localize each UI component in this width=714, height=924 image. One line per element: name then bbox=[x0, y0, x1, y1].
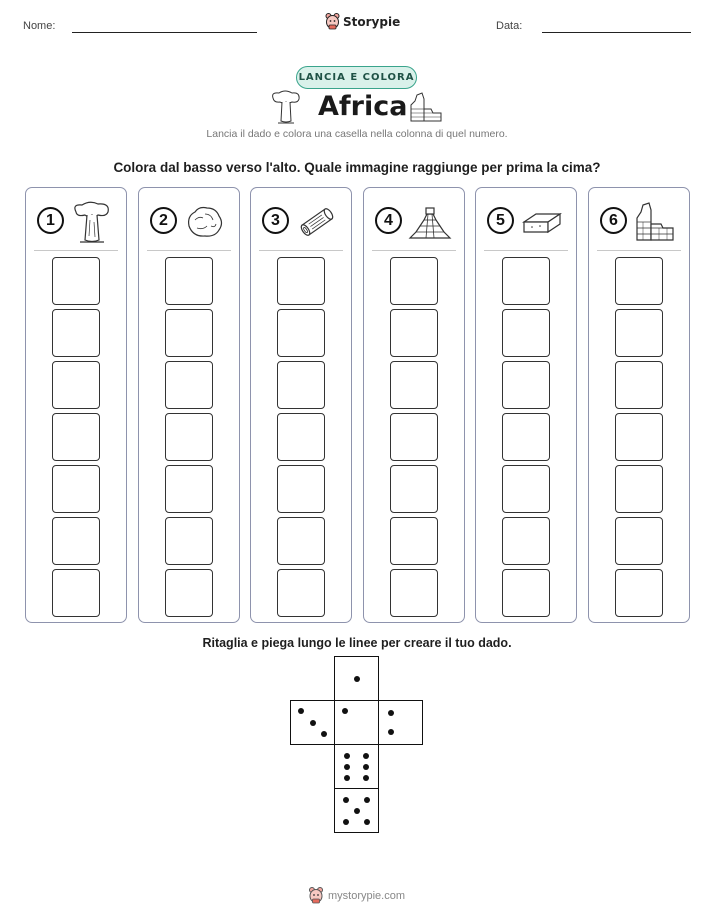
die-face-left bbox=[290, 700, 335, 745]
die-pip bbox=[321, 731, 327, 737]
color-box[interactable] bbox=[615, 309, 663, 357]
storypie-mascot-icon bbox=[325, 13, 340, 30]
color-box[interactable] bbox=[502, 413, 550, 461]
die-pip bbox=[298, 708, 304, 714]
column-number: 2 bbox=[150, 207, 177, 234]
column-6 bbox=[588, 187, 690, 623]
die-pip bbox=[363, 775, 369, 781]
color-box[interactable] bbox=[615, 517, 663, 565]
die-face-center bbox=[334, 700, 379, 745]
die-pip bbox=[310, 720, 316, 726]
color-box[interactable] bbox=[52, 517, 100, 565]
color-box[interactable] bbox=[165, 257, 213, 305]
die-face-top bbox=[334, 656, 379, 701]
scroll-icon bbox=[295, 200, 339, 244]
name-label: Nome: bbox=[23, 20, 56, 32]
column-divider bbox=[597, 250, 681, 251]
column-number: 4 bbox=[375, 207, 402, 234]
color-box[interactable] bbox=[52, 309, 100, 357]
color-box[interactable] bbox=[390, 465, 438, 513]
die-pip bbox=[343, 819, 349, 825]
storypie-mascot-icon bbox=[308, 887, 324, 904]
color-box[interactable] bbox=[615, 257, 663, 305]
column-divider bbox=[147, 250, 231, 251]
die-pip bbox=[354, 676, 360, 682]
color-box[interactable] bbox=[277, 517, 325, 565]
color-box[interactable] bbox=[615, 413, 663, 461]
date-label: Data: bbox=[496, 20, 523, 32]
brick-icon bbox=[520, 200, 564, 244]
color-box[interactable] bbox=[502, 361, 550, 409]
color-box[interactable] bbox=[165, 517, 213, 565]
rock-icon bbox=[183, 200, 227, 244]
baobab-title-icon bbox=[270, 90, 302, 124]
ruins-title-icon bbox=[409, 91, 443, 123]
color-box[interactable] bbox=[502, 465, 550, 513]
stone-ruins-icon bbox=[633, 200, 677, 244]
column-divider bbox=[484, 250, 568, 251]
color-box[interactable] bbox=[502, 517, 550, 565]
color-box[interactable] bbox=[615, 361, 663, 409]
column-number: 6 bbox=[600, 207, 627, 234]
die-pip bbox=[344, 753, 350, 759]
column-divider bbox=[259, 250, 343, 251]
color-box[interactable] bbox=[165, 361, 213, 409]
color-box[interactable] bbox=[165, 309, 213, 357]
color-box[interactable] bbox=[277, 465, 325, 513]
date-line[interactable] bbox=[542, 32, 691, 33]
color-box[interactable] bbox=[277, 361, 325, 409]
column-divider bbox=[34, 250, 118, 251]
die-pip bbox=[364, 819, 370, 825]
color-box[interactable] bbox=[52, 413, 100, 461]
die-pip bbox=[363, 753, 369, 759]
die-pip bbox=[354, 808, 360, 814]
die-pip bbox=[344, 764, 350, 770]
color-box[interactable] bbox=[390, 413, 438, 461]
die-face-six bbox=[334, 744, 379, 789]
color-box[interactable] bbox=[502, 257, 550, 305]
color-box[interactable] bbox=[165, 569, 213, 617]
die-face-bottom bbox=[334, 788, 379, 833]
die-pip bbox=[344, 775, 350, 781]
column-number: 1 bbox=[37, 207, 64, 234]
color-box[interactable] bbox=[277, 257, 325, 305]
die-pip bbox=[388, 729, 394, 735]
die-face-right bbox=[378, 700, 423, 745]
cut-instruction: Ritaglia e piega lungo le linee per creare il tuo dado. bbox=[202, 636, 512, 650]
die-pip bbox=[363, 764, 369, 770]
color-box[interactable] bbox=[165, 465, 213, 513]
column-1 bbox=[25, 187, 127, 623]
color-box[interactable] bbox=[277, 413, 325, 461]
die-pip bbox=[364, 797, 370, 803]
color-box[interactable] bbox=[390, 517, 438, 565]
color-box[interactable] bbox=[165, 413, 213, 461]
color-box[interactable] bbox=[52, 257, 100, 305]
color-box[interactable] bbox=[277, 569, 325, 617]
die-pip bbox=[388, 710, 394, 716]
color-box[interactable] bbox=[390, 361, 438, 409]
pyramid-icon bbox=[408, 200, 452, 244]
footer bbox=[308, 887, 405, 904]
color-box[interactable] bbox=[390, 309, 438, 357]
color-box[interactable] bbox=[502, 309, 550, 357]
die-pip bbox=[342, 708, 348, 714]
column-number: 5 bbox=[487, 207, 514, 234]
activity-badge: LANCIA E COLORA bbox=[296, 66, 417, 89]
column-number: 3 bbox=[262, 207, 289, 234]
column-4 bbox=[363, 187, 465, 623]
footer-url[interactable]: mystorypie.com bbox=[328, 889, 406, 902]
baobab-tree-icon bbox=[70, 200, 114, 244]
column-3 bbox=[250, 187, 352, 623]
color-box[interactable] bbox=[52, 465, 100, 513]
question: Colora dal basso verso l'alto. Quale immagine raggiunge per prima la cima? bbox=[113, 160, 601, 175]
column-2 bbox=[138, 187, 240, 623]
color-box[interactable] bbox=[502, 569, 550, 617]
color-box[interactable] bbox=[390, 257, 438, 305]
color-box[interactable] bbox=[615, 465, 663, 513]
color-box[interactable] bbox=[52, 569, 100, 617]
storypie-logo bbox=[325, 13, 400, 30]
color-box[interactable] bbox=[277, 309, 325, 357]
name-line[interactable] bbox=[72, 32, 257, 33]
column-5 bbox=[475, 187, 577, 623]
color-box[interactable] bbox=[390, 569, 438, 617]
page-title: Africa bbox=[318, 91, 408, 122]
column-divider bbox=[372, 250, 456, 251]
color-box[interactable] bbox=[52, 361, 100, 409]
instructions: Lancia il dado e colora una casella nella colonna di quel numero. bbox=[206, 128, 508, 140]
color-box[interactable] bbox=[615, 569, 663, 617]
die-pip bbox=[343, 797, 349, 803]
brand-name: Storypie bbox=[343, 14, 401, 29]
